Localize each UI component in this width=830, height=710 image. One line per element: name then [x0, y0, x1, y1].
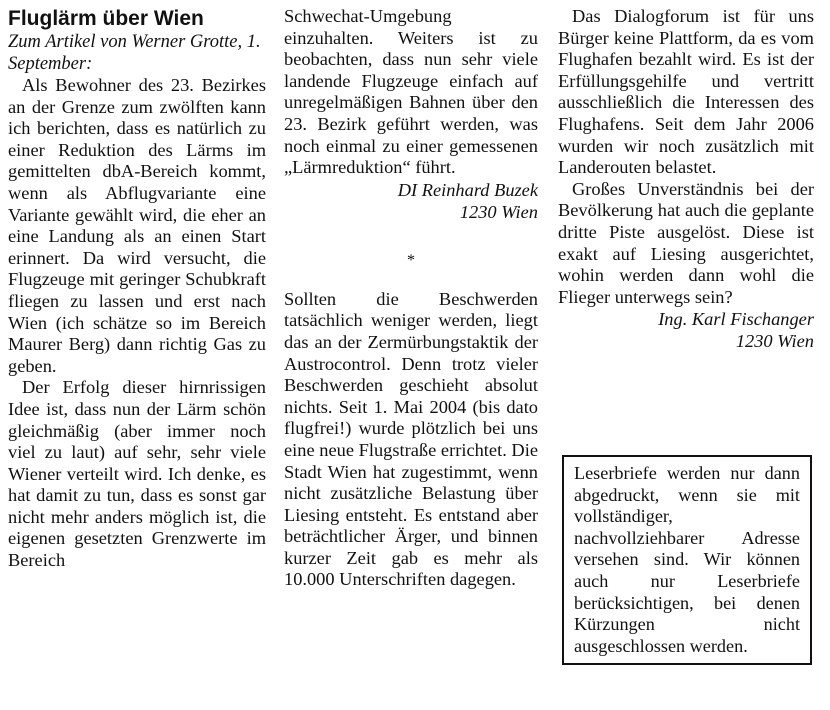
letter-1-location: 1230 Wien	[459, 201, 538, 222]
article-subhead: Zum Artikel von Werner Grotte, 1. September:	[8, 32, 261, 74]
letter-2-location: 1230 Wien	[735, 331, 814, 352]
column-3	[558, 6, 814, 352]
column-2	[284, 6, 538, 591]
letter-1-paragraph-1: Als Bewohner des 23. Bezirkes an der Grenze zum zwölften kann ich berichten, dass es natürlich zu einer Reduktion des Lärms im gemittelten dbA-Bereich kommt, wenn als Abflugvariante eine Variante gewählt wird, die eher an eine Landung als an einen Start erinnert. Da wird versucht, die Flugzeuge mit geringer Schubkraft fliegen zu lassen und erst nach Wien (ich schätze so im Bereich Maurer Berg) dann richtig Gas zu geben.	[8, 75, 266, 376]
letter-2-author: Ing. Karl Fischanger	[658, 309, 814, 330]
letter-separator: *	[407, 251, 415, 269]
editorial-notice-text: Leserbriefe werden nur dann abgedruckt, wenn sie mit vollständiger, nachvollziehbarer Adresse versehen sind. Wir können auch nur Leserbriefe berücksichtigen, bei denen Kürzungen nicht ausgeschlossen werden.	[574, 463, 800, 656]
editorial-notice-box	[562, 455, 812, 665]
letter-2-paragraph-3: Großes Unverständnis bei der Bevölkerung hat auch die geplante dritte Piste ausgelöst. Diese ist exakt auf Liesing ausgerichtet, wohin werden dann wohl die Flieger unterwegs sein?	[558, 178, 814, 307]
letter-1-author: DI Reinhard Buzek	[397, 179, 538, 200]
letter-2-paragraph-2: Das Dialogforum ist für uns Bürger keine Plattform, da es vom Flughafen bezahlt wird. Es ist der Erfüllungsgehilfe und vertritt ausschließlich die Interessen des Flughafens. Seit dem Jahr 2006 wurden wir noch zusätzlich mit Landerouten belastet.	[558, 6, 814, 178]
letter-1-paragraph-3: Schwechat-Umgebung einzuhalten. Weiters ist zu beobachten, dass nun sehr viele landende Flugzeuge einfach auf unregelmäßigen Bahnen über den 23. Bezirk geführt werden, was noch einmal zu einer gemessenen „Lärmreduktion“ führt.	[284, 6, 538, 178]
column-1	[8, 6, 266, 572]
letter-1-paragraph-2: Der Erfolg dieser hirnrissigen Idee ist, dass nun der Lärm schön gleichmäßig (aber immer noch viel zu laut) auf sehr, sehr viele Wiener verteilt wird. Ich denke, es hat damit zu tun, dass es sonst gar nicht mehr anders möglich ist, die eigenen gesetzten Grenzwerte im Bereich	[8, 377, 266, 571]
article-headline: Fluglärm über Wien	[8, 7, 204, 30]
letter-2-paragraph-1: Sollten die Beschwerden tatsächlich weniger werden, liegt das an der Zermürbungstaktik der Austrocontrol. Denn trotz vieler Beschwerden geschieht absolut nichts. Seit 1. Mai 2004 (bis dato flugfrei!) wurde plötzlich bei uns eine neue Flugstraße errichtet. Die Stadt Wien hat zugestimmt, wenn nicht zusätzliche Belastung über Liesing entsteht. Es entstand aber beträchtlicher Ärger, und binnen kurzer Zeit gab es mehr als 10.000 Unterschriften dagegen.	[284, 288, 538, 590]
